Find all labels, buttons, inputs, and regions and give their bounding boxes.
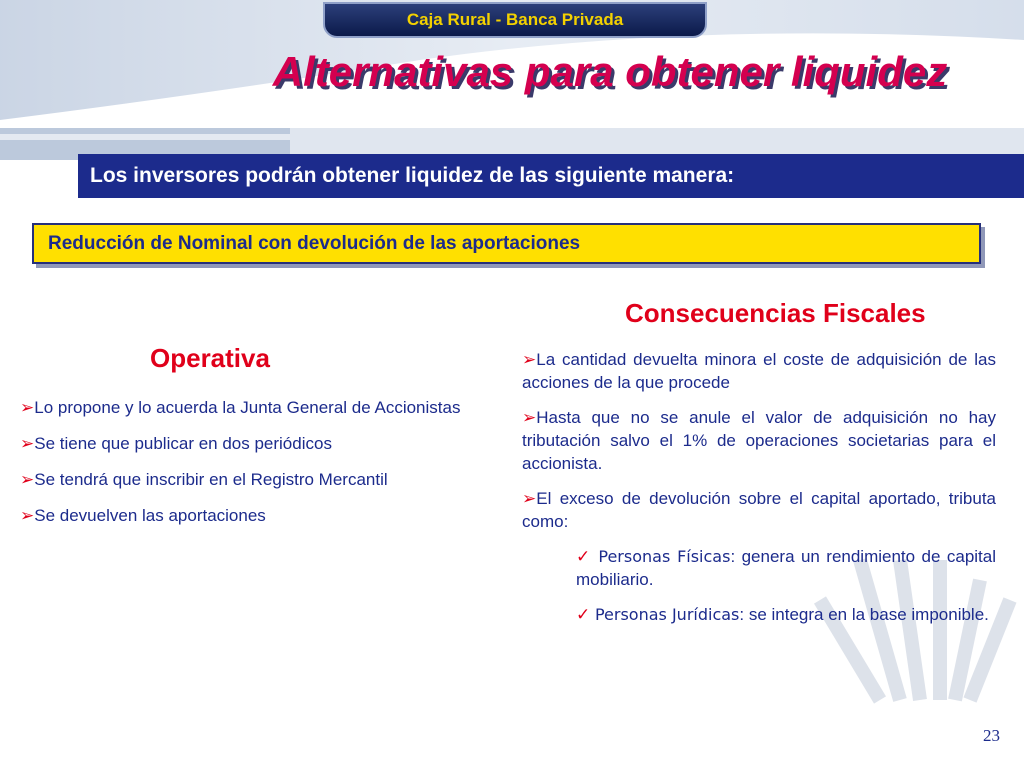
- arrow-bullet-icon: ➢: [20, 506, 35, 525]
- operativa-heading: Operativa: [150, 343, 270, 373]
- arrow-bullet-icon: ➢: [522, 350, 537, 369]
- operativa-list: [20, 396, 475, 527]
- fiscales-heading: Consecuencias Fiscales: [625, 298, 926, 328]
- slide-title: Alternativas para obtener liquidez: [272, 48, 948, 95]
- list-item: ➢Lo propone y lo acuerda la Junta General de Accionistas: [20, 398, 461, 417]
- arrow-bullet-icon: ➢: [20, 398, 35, 417]
- list-item: ➢Se tiene que publicar en dos periódicos: [20, 434, 332, 453]
- list-item: ➢Hasta que no se anule el valor de adquisición no hay tributación salvo el 1% de operaciones societarias para el accionista.: [522, 408, 996, 473]
- arrow-bullet-icon: ➢: [522, 489, 537, 508]
- checkmark-icon: ✓: [576, 547, 599, 566]
- fiscales-list: [522, 348, 996, 626]
- list-subitem: ✓ Personas Físicas: genera un rendimiento de capital mobiliario.: [576, 547, 997, 589]
- list-item: ➢Se tendrá que inscribir en el Registro Mercantil: [20, 470, 388, 489]
- list-subitem: ✓ Personas Jurídicas: se integra en la base imponible.: [576, 605, 989, 624]
- arrow-bullet-icon: ➢: [522, 408, 537, 427]
- arrow-bullet-icon: ➢: [20, 434, 35, 453]
- intro-bar: Los inversores podrán obtener liquidez de las siguiente manera:: [78, 154, 1024, 198]
- list-item: ➢El exceso de devolución sobre el capital aportado, tributa como:: [522, 489, 996, 531]
- option-box: Reducción de Nominal con devolución de las aportaciones: [32, 223, 981, 264]
- brand-tab: [323, 2, 707, 38]
- page-number: 23: [983, 726, 1000, 745]
- list-item: ➢Se devuelven las aportaciones: [20, 506, 266, 525]
- brand-label: Caja Rural - Banca Privada: [406, 10, 624, 29]
- checkmark-icon: ✓: [576, 605, 595, 624]
- arrow-bullet-icon: ➢: [20, 470, 35, 489]
- list-item: ➢La cantidad devuelta minora el coste de adquisición de las acciones de la que procede: [522, 350, 996, 392]
